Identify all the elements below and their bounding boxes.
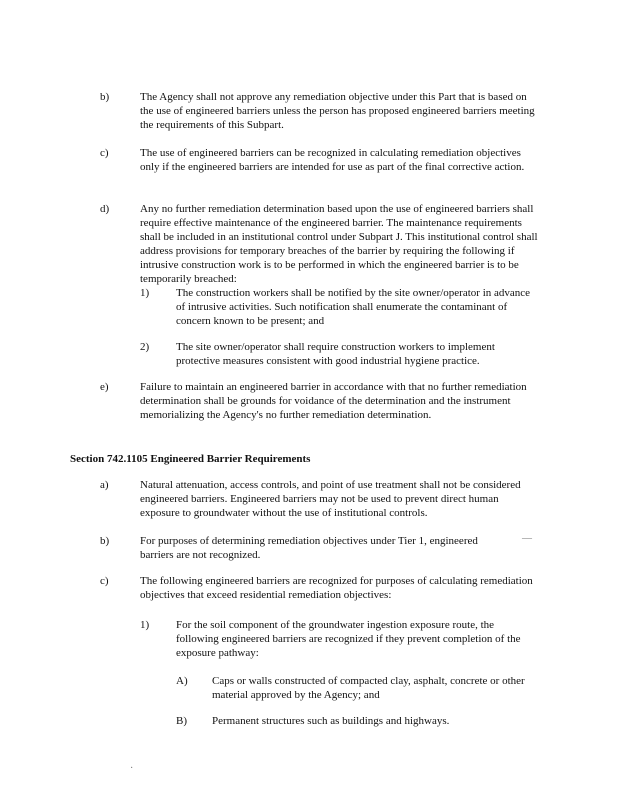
item-label: A) [176,675,188,687]
item-text: For the soil component of the groundwater ingestion exposure route, the following engineered barriers are recognized if they prevent completion of the exposure pathway: [176,619,521,659]
item-text: The following engineered barriers are recognized for purposes of calculating remediation objectives that exceed residential remediation objectives: [140,575,533,601]
item-text: Caps or walls constructed of compacted clay, asphalt, concrete or other material approved by the Agency; and [212,675,525,701]
item-label: c) [100,575,109,587]
item-text: Natural attenuation, access controls, and point of use treatment shall not be considered engineered barriers. Engineered barriers may not be used to prevent direct human exposure to groundwater without the use of institutional controls. [140,479,521,519]
item-text: Any no further remediation determination based upon the use of engineered barriers shall require effective maintenance of the engineered barrier. The maintenance requirements shall be included in an institutional control under Subpart J. This institutional control shall address provisions for temporary breaches of the barrier by requiring the following if intrusive construction work is to be performed in which the engineered barrier is to be temporarily breached: [140,203,538,285]
item-text: Permanent structures such as buildings and highways. [212,715,450,727]
item-text: The site owner/operator shall require construction workers to implement protective measures consistent with good industrial hygiene practice. [176,341,495,367]
scan-artifact-mark: — [522,533,532,544]
item-text: The construction workers shall be notified by the site owner/operator in advance of intrusive activities. Such notification shall enumerate the contaminant of concern known to be present; and [176,287,531,327]
item-label: e) [100,381,109,393]
item-text: For purposes of determining remediation objectives under Tier 1, engineered barriers are not recognized. [140,535,478,561]
item-label: a) [100,479,109,491]
item-label: B) [176,715,187,727]
item-label: 1) [140,287,150,299]
item-label: 1) [140,619,150,631]
section-heading: Section 742.1105 Engineered Barrier Requirements [70,453,311,465]
item-label: b) [100,91,110,103]
item-label: 2) [140,341,150,353]
item-label: b) [100,535,110,547]
item-text: Failure to maintain an engineered barrier in accordance with that no further remediation determination shall be grounds for voidance of the determination and the instrument memorializing the Agency's no further remediation determination. [140,381,527,421]
item-text: The Agency shall not approve any remediation objective under this Part that is based on the use of engineered barriers unless the person has proposed engineered barriers meeting the requirements of this Subpart. [140,91,535,131]
item-label: c) [100,147,109,159]
scan-artifact-dot: · [130,763,134,774]
item-label: d) [100,203,110,215]
item-text: The use of engineered barriers can be recognized in calculating remediation objectives only if the engineered barriers are intended for use as part of the final corrective action. [140,147,525,173]
